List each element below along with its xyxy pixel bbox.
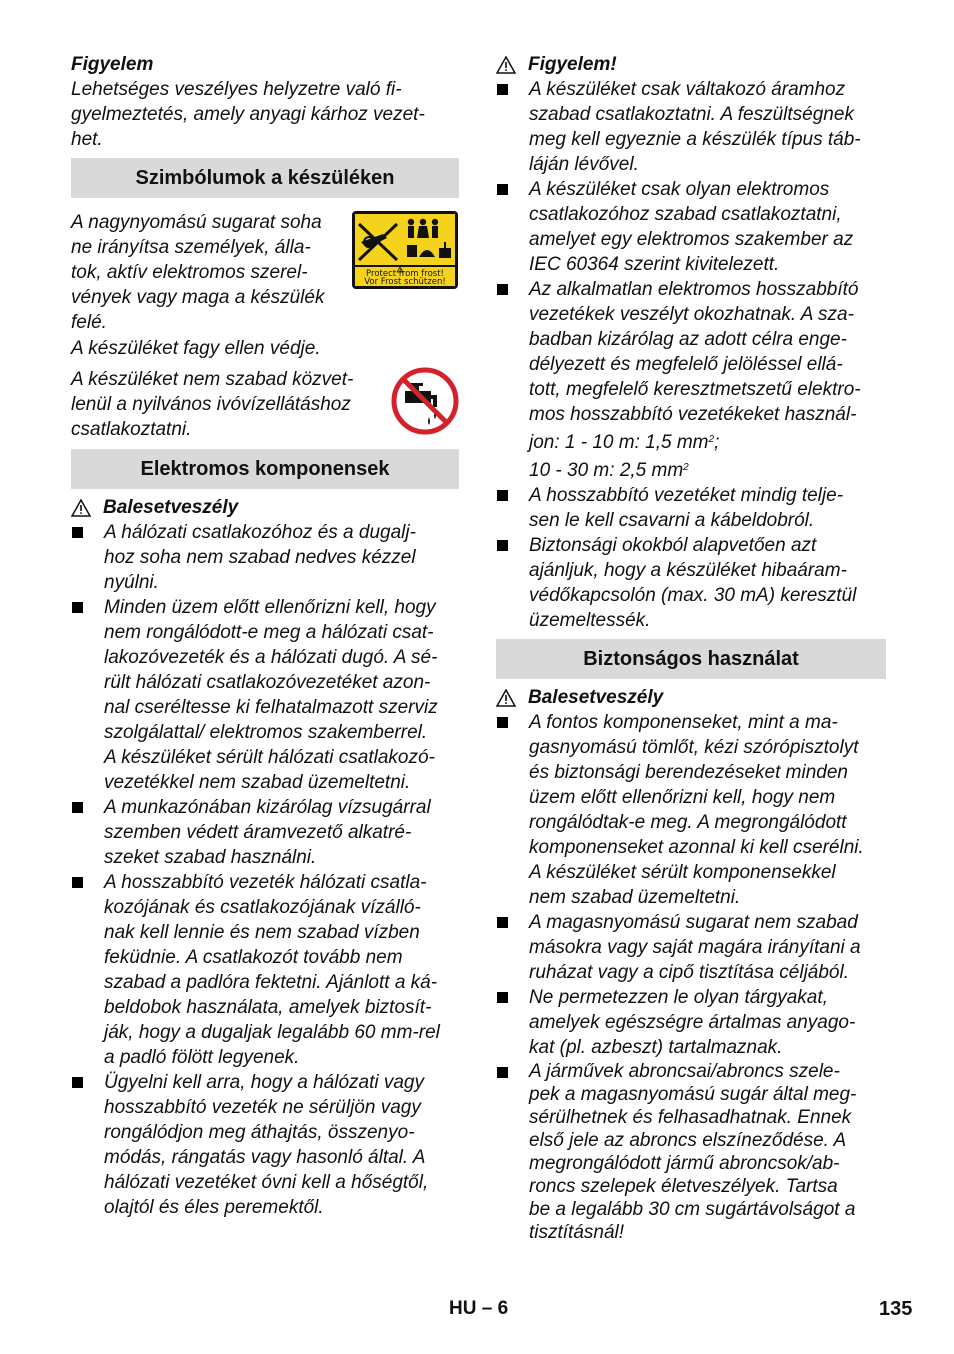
bullet-square (497, 490, 508, 501)
bullet-line: Ügyelni kell arra, hogy a hálózati vagy (104, 1072, 425, 1093)
bullet-line: A hálózati csatlakozóhoz és a dugalj- (104, 522, 416, 543)
safe-use-heading: Biztonságos használat (496, 639, 886, 679)
bullet-line: szemben védett áramvezető alkatré- (104, 822, 412, 843)
bullet-square (497, 184, 508, 195)
list-item (71, 795, 459, 870)
frost-label-en: Protect from frost! (366, 269, 444, 279)
warning-triangle-icon (496, 689, 516, 707)
water-line: lenül a nyilvános ivóvízellátáshoz (71, 394, 351, 415)
bullet-line: sen le kell csavarni a kábeldobról. (529, 510, 815, 531)
list-item (496, 910, 886, 985)
bullet-line: roncs szelepek életveszélyek. Tartsa (529, 1176, 838, 1197)
bullet-line: A magasnyomású sugarat nem szabad (529, 912, 858, 933)
list-item (71, 595, 459, 795)
bullet-line: ajánljuk, hogy a készüléket hibaáram- (529, 560, 847, 581)
bullet-square (72, 1077, 83, 1088)
bullet-line: mos hosszabbító vezetékeket használ- (529, 404, 857, 425)
bullet-line: Minden üzem előtt ellenőrizni kell, hogy (104, 597, 436, 618)
bullet-line: nem rongálódott-e meg a hálózati csat- (104, 622, 434, 643)
warning-triangle-icon (71, 499, 91, 517)
bullet-line: üzem előtt ellenőrizni kell, hogy nem (529, 787, 836, 808)
bullet-line: hosszabbító vezeték ne sérüljön vagy (104, 1097, 421, 1118)
bullet-line: a padló fölött legyenek. (104, 1047, 300, 1068)
water-line: csatlakoztatni. (71, 419, 192, 440)
list-item (496, 533, 886, 633)
symbol-line: ne irányítsa személyek, álla- (71, 237, 311, 258)
right-column (496, 52, 886, 1244)
bullet-square (72, 527, 83, 538)
bullet-square (497, 540, 508, 551)
bullet-line: üzemeltessék. (529, 610, 651, 631)
bullet-line: gasnyomású tömlőt, kézi szórópisztolyt (529, 737, 859, 758)
symbol-line: felé. (71, 312, 107, 333)
bullet-line: feküdnie. A csatlakozót tovább nem (104, 947, 403, 968)
list-item (496, 1060, 886, 1244)
bullet-line: nyúlni. (104, 572, 159, 593)
list-item (496, 985, 886, 1060)
bullet-line: hoz soha nem szabad nedves kézzel (104, 547, 416, 568)
bullet-square (497, 1067, 508, 1078)
bullet-line: láján lévővel. (529, 154, 639, 175)
bullet-square (497, 284, 508, 295)
bullet-line: ják, hogy a dugaljak legalább 60 mm-rel (104, 1022, 440, 1043)
spec-sup: 2 (683, 462, 689, 473)
bullet-line: védőkapcsolón (max. 30 mA) keresztül (529, 585, 857, 606)
danger-title-text: Balesetveszély (103, 497, 239, 518)
bullet-line: A hosszabbító vezetéket mindig telje- (529, 485, 844, 506)
bullet-line: rongálódjon meg áthajtás, összenyo- (104, 1122, 415, 1143)
bullet-square (72, 802, 83, 813)
spec-end: ; (714, 432, 720, 453)
bullet-line: amelyet egy elektromos szakember az (529, 229, 854, 250)
list-item (71, 520, 459, 595)
bullet-line: szolgálattal/ elektromos szakemberrel. (104, 722, 428, 743)
danger-title (496, 685, 886, 710)
bullet-line: rült hálózati csatlakozóvezetéket azon- (104, 672, 431, 693)
bullet-line: Az alkalmatlan elektromos hosszabbító (529, 279, 859, 300)
spec-text: jon: 1 - 10 m: 1,5 mm (529, 432, 709, 453)
bullet-line: meg kell egyeznie a készülék típus táb- (529, 129, 861, 150)
list-item (496, 483, 886, 533)
danger-title-text: Balesetveszély (528, 687, 664, 708)
bullet-line: szeket szabad használni. (104, 847, 317, 868)
bullet-line: beldobok használata, amelyek biztosít- (104, 997, 432, 1018)
spec-sup: 2 (708, 434, 715, 445)
bullet-line: első jele az abroncs elszíneződése. A (529, 1130, 847, 1151)
bullet-line: kozójának és csatlakozójának vízálló- (104, 897, 421, 918)
warning-triangle-icon (496, 56, 516, 74)
bullet-line: komponenseket azonnal ki kell cserélni. (529, 837, 864, 858)
cable-spec-short (529, 427, 886, 455)
bullet-line: tisztításnál! (529, 1222, 625, 1243)
cable-spec-long (529, 455, 886, 483)
caution-line: Lehetséges veszélyes helyzetre való fi- (71, 79, 402, 100)
bullet-line: A járművek abroncsai/abroncs szele- (529, 1061, 840, 1082)
bullet-line: A munkazónában kizárólag vízsugárral (104, 797, 431, 818)
left-column (71, 52, 459, 1220)
symbol-line: tok, aktív elektromos szerel- (71, 262, 308, 283)
danger-title (71, 495, 459, 520)
bullet-line: Biztonsági okokból alapvetően azt (529, 535, 817, 556)
symbols-block (71, 210, 459, 361)
list-item (496, 277, 886, 483)
bullet-line: A hosszabbító vezeték hálózati csatla- (104, 872, 427, 893)
bullet-line: A készüléket sérült hálózati csatlakozó- (104, 747, 435, 768)
electrical-bullet-list (71, 520, 459, 1220)
bullet-line: A készüléket csak olyan elektromos (529, 179, 830, 200)
bullet-square (72, 602, 83, 613)
caution-text (71, 77, 459, 152)
bullet-line: be a legalább 30 cm sugártávolságot a (529, 1199, 856, 1220)
bullet-line: csatlakozóhoz szabad csatlakoztatni, (529, 204, 842, 225)
bullet-line: és biztonsági berendezéseket minden (529, 762, 848, 783)
bullet-line: szabad a padlóra fektetni. Ajánlott a ká- (104, 972, 438, 993)
spec-text: 10 - 30 m: 2,5 mm (529, 460, 684, 481)
symbol-line: A nagynyomású sugarat soha (71, 212, 322, 233)
footer-section-label: HU – 6 (449, 1298, 509, 1319)
symbols-heading: Szimbólumok a készüléken (71, 158, 459, 198)
list-item (496, 177, 886, 277)
list-item (71, 870, 459, 1070)
bullet-line: A készüléket csak váltakozó áramhoz (529, 79, 846, 100)
bullet-line: badban kizárólag az adott célra enge- (529, 329, 847, 350)
water-line: A készüléket nem szabad közvet- (71, 369, 354, 390)
symbol-line: A készüléket fagy ellen védje. (71, 338, 321, 359)
bullet-line: Ne permetezzen le olyan tárgyakat, (529, 987, 828, 1008)
warning-title-text: Figyelem! (528, 54, 617, 75)
bullet-line: délyezett és megfelelő jelöléssel ellá- (529, 354, 843, 375)
bullet-line: megrongálódott jármű abroncsok/ab- (529, 1153, 840, 1174)
bullet-line: nem szabad üzemeltetni. (529, 887, 741, 908)
bullet-line: nak kell lennie és nem szabad vízben (104, 922, 420, 943)
bullet-line: hálózati vezetéket óvni kell a hőségtől, (104, 1172, 429, 1193)
no-drinking-water-connection-icon (391, 367, 459, 435)
bullet-line: kat (pl. azbeszt) tartalmaznak. (529, 1037, 783, 1058)
bullet-line: amelyek egészségre ártalmas anyago- (529, 1012, 856, 1033)
list-item (496, 77, 886, 177)
bullet-square (497, 84, 508, 95)
caution-line: het. (71, 129, 103, 150)
bullet-line: módás, rángatás vagy hasonló által. A (104, 1147, 426, 1168)
bullet-line: vezetékek veszélyt okozhatnak. A sza- (529, 304, 854, 325)
bullet-square (497, 992, 508, 1003)
bullet-line: másokra vagy saját magára irányítani a (529, 937, 861, 958)
bullet-line: IEC 60364 szerint kivitelezett. (529, 254, 780, 275)
bullet-line: olajtól és éles peremektől. (104, 1197, 324, 1218)
list-item (71, 1070, 459, 1220)
bullet-line: vezetékkel nem szabad üzemeltetni. (104, 772, 411, 793)
electrical-heading: Elektromos komponensek (71, 449, 459, 489)
bullet-line: nal cseréltesse ki felhatalmazott szerviz (104, 697, 438, 718)
frost-warning-icon (351, 210, 459, 290)
bullet-line: A fontos komponenseket, mint a ma- (529, 712, 838, 733)
warning-title (496, 52, 886, 77)
list-item (496, 710, 886, 910)
bullet-line: tott, megfelelő keresztmetszetű elektro- (529, 379, 861, 400)
bullet-square (72, 877, 83, 888)
caution-line: gyelmeztetés, amely anyagi kárhoz vezet- (71, 104, 425, 125)
bullet-line: rongálódtak-e meg. A megrongálódott (529, 812, 847, 833)
symbol-line: vények vagy maga a készülék (71, 287, 325, 308)
bullet-line: A készüléket sérült komponensekkel (529, 862, 836, 883)
caution-title: Figyelem (71, 54, 154, 75)
bullet-square (497, 717, 508, 728)
safe-use-bullet-list (496, 710, 886, 1244)
water-block (71, 367, 459, 442)
bullet-line: ruházat vagy a cipő tisztítása céljából. (529, 962, 850, 983)
bullet-line: szabad csatlakoztatni. A feszültségnek (529, 104, 854, 125)
frost-label-de: Vor Frost schützen! (364, 277, 446, 287)
power-bullet-list (496, 77, 886, 633)
bullet-square (497, 917, 508, 928)
bullet-line: sérülhetnek és felhasadhatnak. Ennek (529, 1107, 852, 1128)
bullet-line: pek a magasnyomású sugár által meg- (529, 1084, 857, 1105)
page-number: 135 (879, 1298, 913, 1320)
bullet-line: lakozóvezeték és a hálózati dugó. A sé- (104, 647, 438, 668)
